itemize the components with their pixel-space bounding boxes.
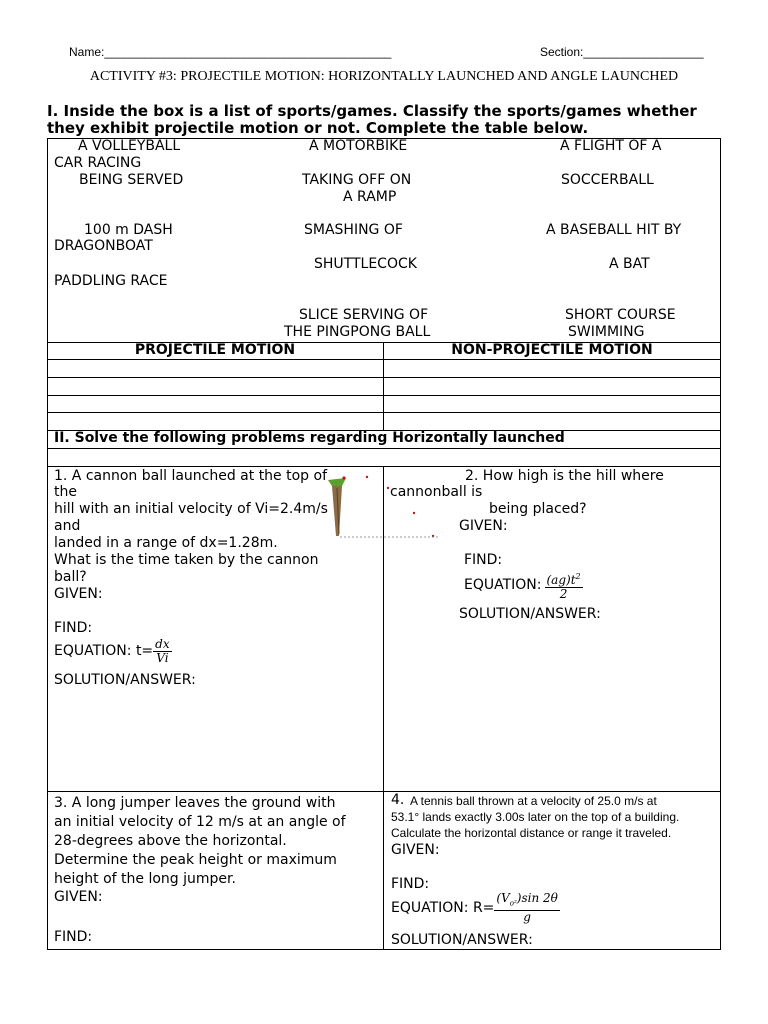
problem4-line: A tennis ball thrown at a velocity of 25.0 m/s at <box>410 794 657 808</box>
part1-instruction-line2: they exhibit projectile motion or not. Complete the table below. <box>47 119 589 137</box>
problem2-find: FIND: <box>464 552 503 568</box>
problem3-given: GIVEN: <box>54 889 103 905</box>
problem1-line: 1. A cannon ball launched at the top of <box>54 468 328 484</box>
list-item: A MOTORBIKE <box>309 138 408 154</box>
problem2-line: being placed? <box>489 501 587 517</box>
list-item: CAR RACING <box>54 155 142 171</box>
problem4-equation: EQUATION: R= $\frac{(V_{o^2})\sin 2\theta}{g}$ <box>391 891 558 925</box>
part2-heading: II. Solve the following problems regarding Horizontally launched <box>54 430 565 446</box>
list-item: SLICE SERVING OF <box>299 307 429 323</box>
problem4-solution: SOLUTION/ANSWER: <box>391 932 533 948</box>
list-item: 100 m DASH <box>84 222 173 238</box>
problem1-given: GIVEN: <box>54 586 103 602</box>
list-item: A FLIGHT OF A <box>560 138 662 154</box>
problem1-line: hill with an initial velocity of Vi=2.4m/s <box>54 501 328 517</box>
list-item: PADDLING RACE <box>54 273 168 289</box>
cannon-tower-illustration <box>320 466 445 546</box>
problem1-line: and <box>54 518 81 534</box>
list-item: A RAMP <box>343 189 397 205</box>
problem3-line: 3. A long jumper leaves the ground with <box>54 795 336 811</box>
list-item: TAKING OFF ON <box>302 172 412 188</box>
problem1-find: FIND: <box>54 620 93 636</box>
problem3-line: height of the long jumper. <box>54 871 236 887</box>
problem3-line: Determine the peak height or maximum <box>54 852 337 868</box>
list-item: BEING SERVED <box>79 172 184 188</box>
list-item: A BAT <box>609 256 650 272</box>
problem4-line: 53.1° lands exactly 3.00s later on the top of a building. <box>391 810 680 824</box>
problem2-given: GIVEN: <box>459 518 508 534</box>
problem1-line: ball? <box>54 569 87 585</box>
problem4-line: Calculate the horizontal distance or range it traveled. <box>391 826 672 840</box>
list-item: SWIMMING <box>568 324 645 340</box>
problem1-line: What is the time taken by the cannon <box>54 552 319 568</box>
name-label: Name:___________________________________________ <box>69 45 392 59</box>
problem3-find: FIND: <box>54 929 93 945</box>
problem3-line: 28-degrees above the horizontal. <box>54 833 287 849</box>
list-item: SMASHING OF <box>304 222 403 238</box>
problem2-equation: EQUATION: $\frac{(ag)t^2}{2}$ <box>464 572 581 601</box>
section-label: Section:__________________ <box>540 45 704 59</box>
list-item: THE PINGPONG BALL <box>284 324 431 340</box>
problem4-given: GIVEN: <box>391 842 440 858</box>
non-projectile-motion-header: NON-PROJECTILE MOTION <box>451 342 653 358</box>
list-item: DRAGONBOAT <box>54 238 153 254</box>
problem3-line: an initial velocity of 12 m/s at an angle of <box>54 814 346 830</box>
problem1-line: the <box>54 484 77 500</box>
part1-instruction-line1: I. Inside the box is a list of sports/games. Classify the sports/games whether <box>47 102 697 120</box>
list-item: A BASEBALL HIT BY <box>546 222 682 238</box>
problem1-solution: SOLUTION/ANSWER: <box>54 672 196 688</box>
problem4-find: FIND: <box>391 876 430 892</box>
page-title: ACTIVITY #3: PROJECTILE MOTION: HORIZONTALLY LAUNCHED AND ANGLE LAUNCHED <box>89 69 679 84</box>
list-item: SOCCERBALL <box>561 172 654 188</box>
problem4-number: 4. <box>391 792 405 808</box>
problem2-line: cannonball is <box>390 484 483 500</box>
problem2-solution: SOLUTION/ANSWER: <box>459 606 601 622</box>
list-item: SHUTTLECOCK <box>314 256 417 272</box>
projectile-motion-header: PROJECTILE MOTION <box>134 342 296 358</box>
list-item: A VOLLEYBALL <box>78 138 181 154</box>
problem2-line: 2. How high is the hill where <box>465 468 664 484</box>
problem1-line: landed in a range of dx=1.28m. <box>54 535 278 551</box>
problem1-equation: EQUATION: t= $\frac{dx}{Vi}$ <box>54 637 170 665</box>
list-item: SHORT COURSE <box>565 307 676 323</box>
